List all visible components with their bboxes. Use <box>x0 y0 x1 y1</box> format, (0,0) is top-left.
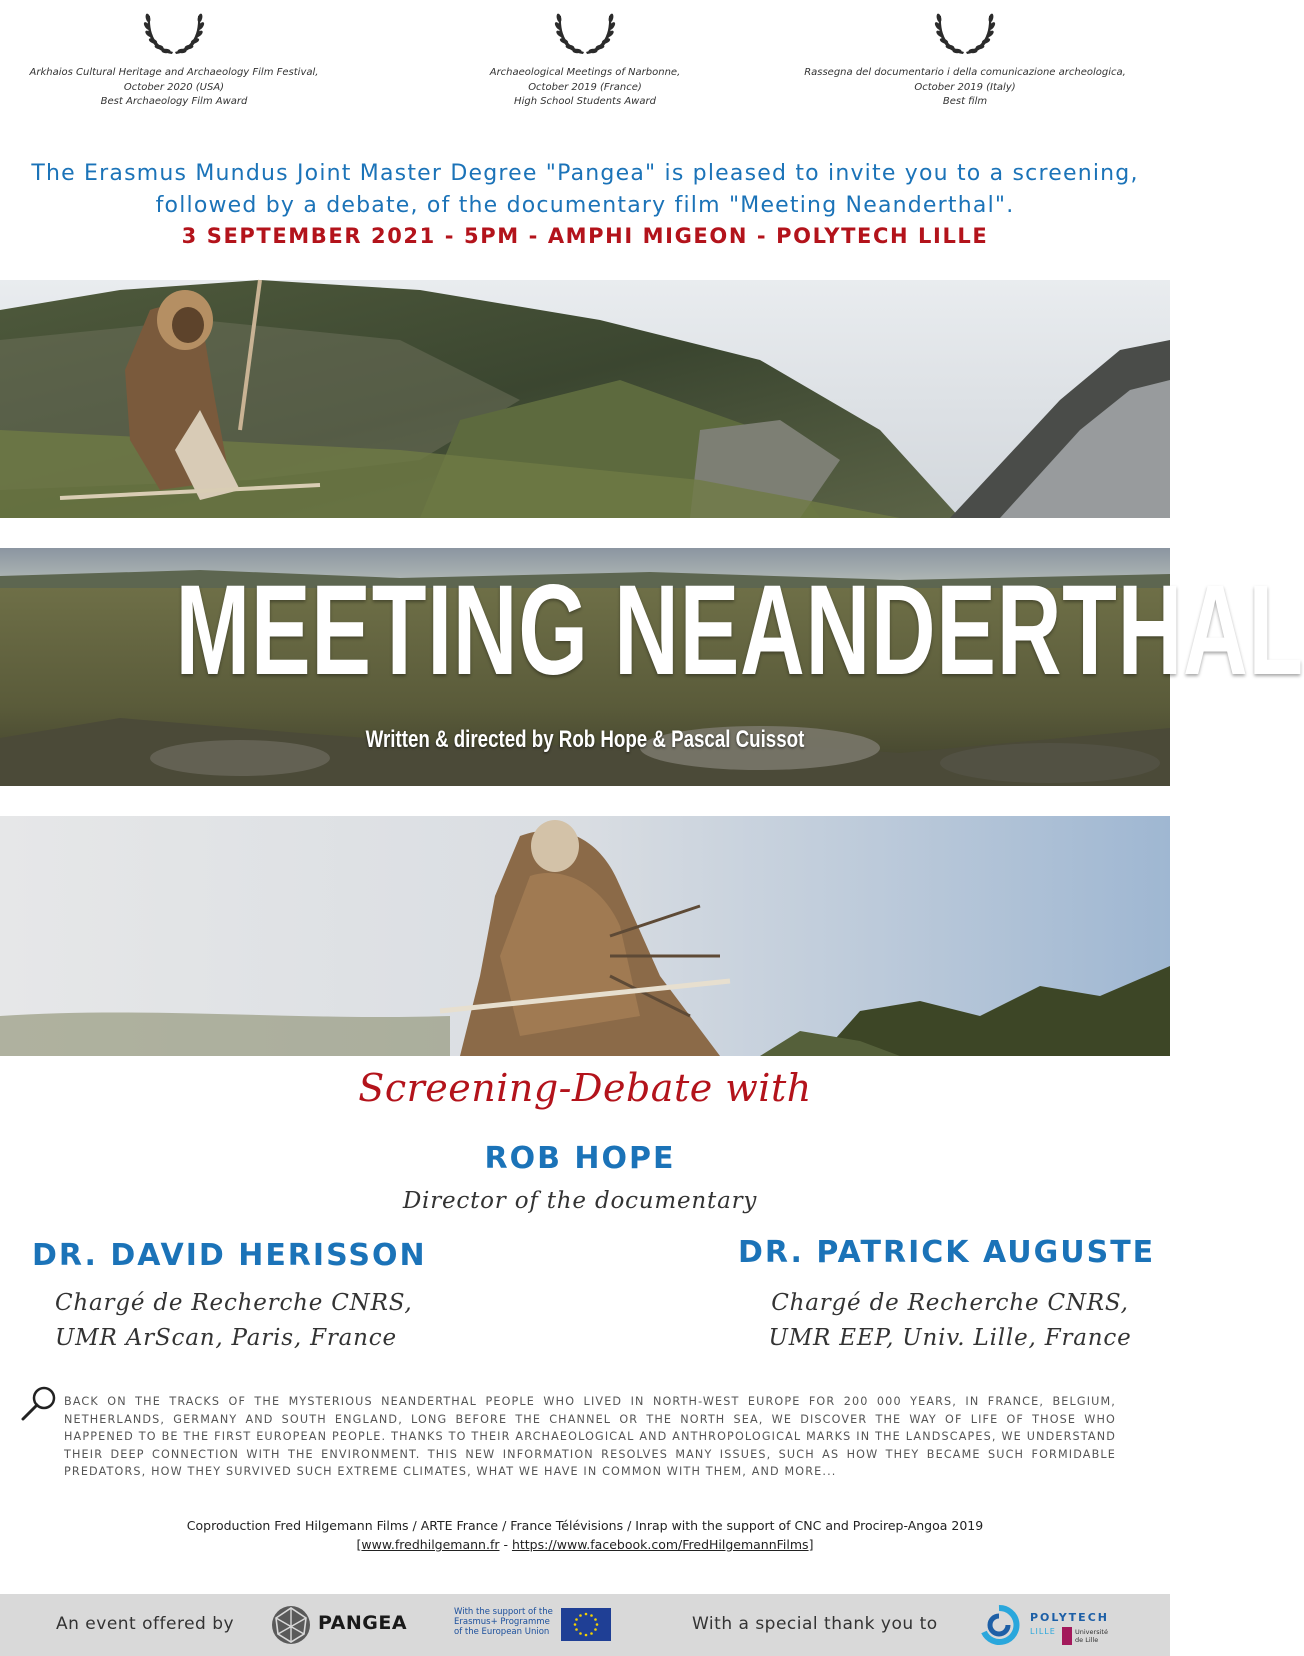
awards-row <box>0 10 1170 120</box>
film-still-hillside <box>0 280 1170 518</box>
film-title-band <box>0 548 1304 786</box>
coproduction-links <box>0 1535 1170 1554</box>
event-dateline: 3 SEPTEMBER 2021 - 5PM - AMPHI MIGEON - POLYTECH LILLE <box>181 224 989 248</box>
laurel-wreath-icon <box>142 10 206 56</box>
speaker-role-line: UMR ArScan, Paris, France <box>55 1325 397 1351</box>
award-2-line3: High School Students Award <box>514 96 656 107</box>
film-still-sky <box>0 816 1170 1056</box>
speaker-role-rob-hope: Director of the documentary <box>402 1188 758 1214</box>
laurel-wreath-icon <box>933 10 997 56</box>
film-synopsis: BACK ON THE TRACKS OF THE MYSTERIOUS NEANDERTHAL PEOPLE WHO LIVED IN NORTH-WEST EUROPE FOR 200 000 YEARS, IN FRANCE, BELGIUM, NETHERLANDS, GERMANY AND SOUTH ENGLAND, LONG BEFORE THE CHANNEL OR THE NORTH SEA, WE DISCOVER THE WAY OF LIFE OF THOSE WHO HAPPENED TO BE THE FIRST EUROPEAN PEOPLE. THANKS TO THEIR ARCHAEOLOGICAL AND ANTHROPOLOGICAL MARKS IN THE LANDSCAPES, WE UNDERSTAND THEIR DEEP CONNECTION WITH THE ENVIRONMENT. THIS NEW INFORMATION RESOLVES MANY ISSUES, SUCH AS HOW THEY BECAME SUCH FORMIDABLE PREDATORS, HOW THEY SURVIVED SUCH EXTREME CLIMATES, WHAT WE HAVE IN COMMON WITH THEM, AND MORE... <box>64 1395 1116 1479</box>
award-3-line1: Rassegna del documentario i della comunicazione archeologica, <box>804 67 1126 78</box>
fredhilgemann-link[interactable]: www.fredhilgemann.fr <box>361 1537 500 1552</box>
speaker-role-david-herisson <box>55 1286 475 1356</box>
award-1 <box>0 10 364 110</box>
hillside-scene <box>0 280 1170 518</box>
speaker-role-line: UMR EEP, Univ. Lille, France <box>768 1325 1132 1351</box>
coproduction-credits <box>0 1516 1170 1554</box>
film-title: MEETING NEANDERTHAL <box>175 559 1304 702</box>
debate-heading: Screening-Debate with <box>358 1066 812 1110</box>
eu-line: Erasmus+ Programme <box>454 1617 550 1627</box>
laurel-wreath-icon <box>553 10 617 56</box>
speaker-role-patrick-auguste <box>740 1286 1160 1356</box>
facebook-link[interactable]: https://www.facebook.com/FredHilgemannFilms <box>511 1537 809 1552</box>
erasmus-support-text <box>454 1607 566 1637</box>
bracket-open: [ <box>356 1537 362 1552</box>
ulille-line: de Lille <box>1075 1636 1099 1644</box>
speaker-name-david-herisson: DR. DAVID HERISSON <box>32 1238 427 1273</box>
link-separator: - <box>499 1537 512 1552</box>
award-2 <box>395 10 775 110</box>
award-3 <box>775 10 1155 110</box>
pangea-name: PANGEA <box>318 1612 408 1634</box>
ulille-mark <box>1062 1627 1072 1645</box>
sky-figure-scene <box>0 816 1170 1056</box>
ulille-line: Université <box>1075 1628 1108 1636</box>
award-1-line3: Best Archaeology Film Award <box>100 96 248 107</box>
polytech-sub: LILLE <box>1030 1627 1056 1636</box>
speaker-role-line: Chargé de Recherche CNRS, <box>55 1290 413 1316</box>
invitation-line-1: The Erasmus Mundus Joint Master Degree "Pangea" is pleased to invite you to a screening, <box>31 161 1139 186</box>
speaker-role-line: Chargé de Recherche CNRS, <box>771 1290 1129 1316</box>
coproduction-line: Coproduction Fred Hilgemann Films / ARTE France / France Télévisions / Inrap with the support of CNC and Procirep-Angoa 2019 <box>186 1518 984 1533</box>
award-3-line2: October 2019 (Italy) <box>914 81 1016 93</box>
polytech-logo-icon <box>976 1602 1022 1648</box>
invitation-text <box>0 158 1170 222</box>
award-2-line1: Archaeological Meetings of Narbonne, <box>489 67 681 78</box>
polytech-name: POLYTECH <box>1030 1611 1109 1624</box>
footer-sponsors <box>0 1594 1170 1656</box>
magnifying-glass-icon <box>20 1384 58 1422</box>
film-credit: Written & directed by Rob Hope & Pascal Cuissot <box>365 726 805 753</box>
award-1-line2: October 2020 (USA) <box>123 81 225 93</box>
speaker-name-patrick-auguste: DR. PATRICK AUGUSTE <box>738 1235 1156 1270</box>
eu-flag-icon <box>561 1608 611 1641</box>
eu-line: of the European Union <box>454 1627 550 1637</box>
pangea-logo-icon <box>270 1604 312 1646</box>
award-1-line1: Arkhaios Cultural Heritage and Archaeology Film Festival, <box>29 67 319 78</box>
bracket-close: ] <box>808 1537 814 1552</box>
invitation-line-2: followed by a debate, of the documentary film "Meeting Neanderthal". <box>155 193 1015 218</box>
ulille-name <box>1075 1628 1115 1644</box>
offered-by-label: An event offered by <box>56 1614 235 1634</box>
award-3-line3: Best film <box>942 96 988 107</box>
award-2-line2: October 2019 (France) <box>528 81 642 93</box>
speaker-name-rob-hope: ROB HOPE <box>484 1141 676 1176</box>
eu-line: With the support of the <box>454 1607 553 1617</box>
special-thanks-label: With a special thank you to <box>692 1614 938 1634</box>
